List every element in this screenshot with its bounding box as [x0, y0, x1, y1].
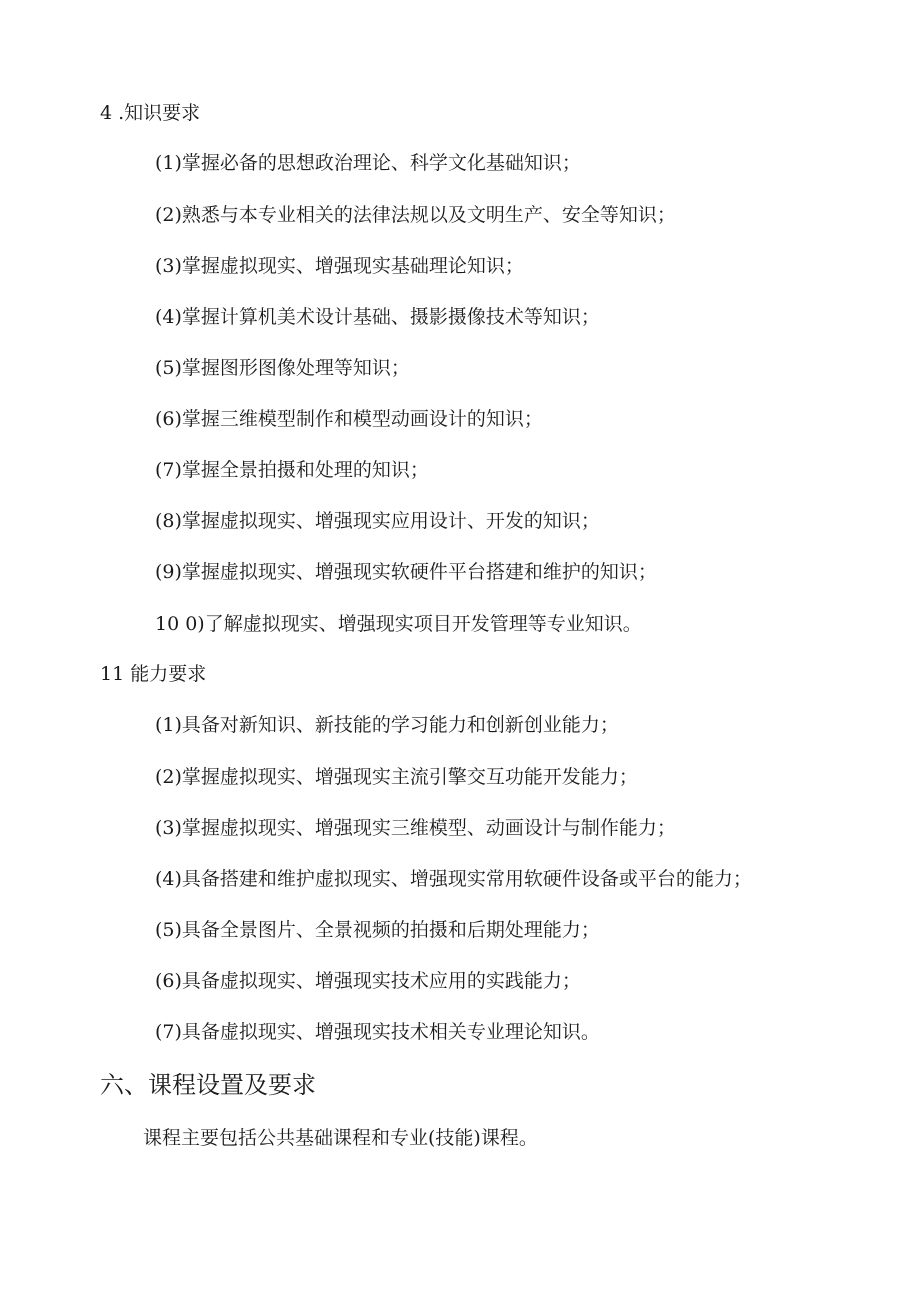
- list-item: (6)具备虚拟现实、增强现实技术应用的实践能力；: [155, 970, 581, 992]
- chapter-paragraph: 课程主要包括公共基础课程和专业(技能)课程。: [143, 1127, 538, 1149]
- list-item: (2)熟悉与本专业相关的法律法规以及文明生产、安全等知识；: [155, 204, 676, 226]
- section-heading-ability: 11 能力要求: [100, 663, 207, 685]
- list-item: (4)具备搭建和维护虚拟现实、增强现实常用软硬件设备或平台的能力；: [155, 868, 752, 890]
- list-item: (8)掌握虚拟现实、增强现实应用设计、开发的知识；: [155, 510, 600, 532]
- list-item: (3)掌握虚拟现实、增强现实基础理论知识；: [155, 255, 524, 277]
- list-item: 10 0)了解虚拟现实、增强现实项目开发管理等专业知识。: [155, 613, 642, 635]
- list-item: (3)掌握虚拟现实、增强现实三维模型、动画设计与制作能力；: [155, 817, 676, 839]
- list-item: (7)掌握全景拍摄和处理的知识；: [155, 459, 429, 481]
- list-item: (9)掌握虚拟现实、增强现实软硬件平台搭建和维护的知识；: [155, 561, 657, 583]
- list-item: (2)掌握虚拟现实、增强现实主流引擎交互功能开发能力；: [155, 766, 638, 788]
- list-item: (1)具备对新知识、新技能的学习能力和创新创业能力；: [155, 714, 619, 736]
- list-item: (5)具备全景图片、全景视频的拍摄和后期处理能力；: [155, 919, 600, 941]
- list-item: (5)掌握图形图像处理等知识；: [155, 357, 410, 379]
- chapter-heading: 六、课程设置及要求: [100, 1071, 316, 1099]
- list-item: (4)掌握计算机美术设计基础、摄影摄像技术等知识；: [155, 306, 600, 328]
- list-item: (6)掌握三维模型制作和模型动画设计的知识；: [155, 408, 543, 430]
- section-heading-knowledge: 4 .知识要求: [100, 102, 201, 124]
- list-item: (1)掌握必备的思想政治理论、科学文化基础知识；: [155, 152, 581, 174]
- list-item: (7)具备虚拟现实、增强现实技术相关专业理论知识。: [155, 1021, 600, 1043]
